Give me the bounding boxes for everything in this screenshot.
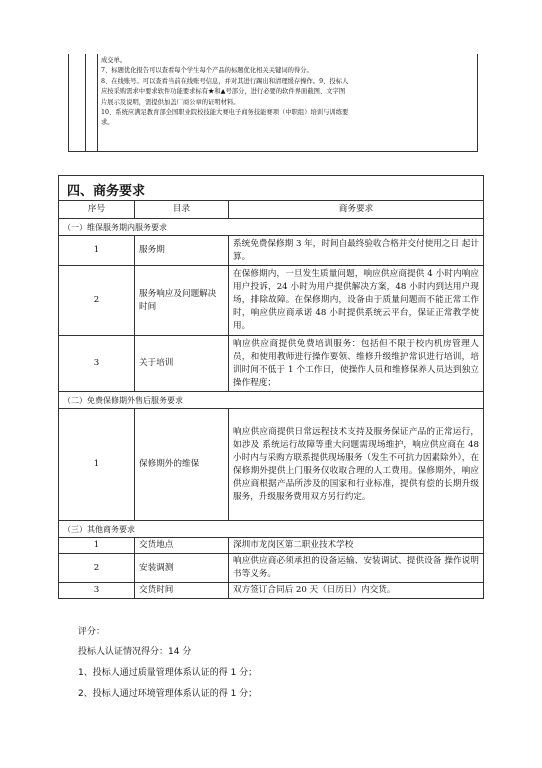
table-row (59, 336, 484, 392)
table-row (59, 236, 484, 266)
row-no: 1 (59, 538, 135, 554)
header-item: 目录 (135, 201, 229, 219)
group-label: （一）维保服务期内服务要求 (59, 219, 484, 236)
section-heading-box (58, 175, 484, 201)
group-row (59, 521, 484, 538)
row-no: 3 (59, 583, 135, 599)
text-line: 应按采购需求中要求软件功能要求标有★和▲号部分，进行必要的软件界面截图、文字图 (101, 88, 346, 96)
text-line: 8、在线账号。可以查看当前在线账号信息，并对其进行踢出和清理缓存操作。9、投标人 (101, 77, 349, 85)
row-item: 关于培训 (135, 336, 229, 392)
text-line: 10、系统应满足教育部全国职业院校技能大赛电子商务技能赛项（中职组）培训与训练要 (101, 109, 349, 117)
text-line: 片展示及说明，需提供加盖厂商公章的证明材料。 (101, 98, 240, 106)
business-requirements-table (58, 200, 484, 599)
row-no: 2 (59, 266, 135, 336)
row-text: 双方签订合同后 20 天（日历日）内交货。 (229, 583, 484, 599)
requirement-text (101, 56, 473, 129)
row-no: 3 (59, 336, 135, 392)
section-title: 四、商务要求 (67, 184, 146, 199)
scoring-label: 评分： (78, 627, 106, 637)
group-row (59, 392, 484, 409)
row-no: 1 (59, 236, 135, 266)
row-item: 交货时间 (135, 583, 229, 599)
scoring-line: 2、投标人通过环境管理体系认证的得 1 分； (78, 689, 258, 699)
row-text: 在保修期内，一旦发生质量问题，响应供应商提供 4 小时内响应用户投诉，24 小时为用户提供解决方案，48 小时内到达用户现场，排除故障。在保修期内，设备由于质量问题而不能正常工作时，响应供应商承诺 48 小时提供系统云平台，保证正常教学使用。 (229, 266, 484, 336)
scoring-line: 1、投标人通过质量管理体系认证的得 1 分； (78, 668, 258, 678)
group-row (59, 219, 484, 236)
table-row (59, 554, 484, 583)
table-column-index (69, 54, 86, 151)
row-item: 服务期 (135, 236, 229, 266)
header-requirement: 商务要求 (229, 201, 484, 219)
row-item: 交货地点 (135, 538, 229, 554)
table-header-row (59, 201, 484, 219)
row-text: 深圳市龙岗区第二职业技术学校 (229, 538, 484, 554)
row-no: 1 (59, 409, 135, 521)
table-row (59, 583, 484, 599)
row-item: 安装调测 (135, 554, 229, 583)
text-line: 7、标题优化报告可以查看每个学生每个产品的标题优化相关关键词的得分。 (101, 67, 313, 75)
table-row (59, 409, 484, 521)
table-row (59, 266, 484, 336)
row-text: 响应供应商必须承担的设备运输、安装调试、提供设备 操作说明书等义务。 (229, 554, 484, 583)
row-text: 系统免费保修期 3 年，时间自最终验收合格并交付使用之日 起计算。 (229, 236, 484, 266)
group-label: （二）免费保修期外售后服务要求 (59, 392, 484, 409)
previous-table-continuation (68, 54, 478, 152)
row-item: 服务响应及问题解决时间 (135, 266, 229, 336)
row-no: 2 (59, 554, 135, 583)
table-row (59, 538, 484, 554)
row-text: 响应供应商提供免费培训服务：包括但不限于校内机房管理人员，和使用教师进行操作要领、维修升级维护常识进行培训，培训时间不低于 1 个工作日，使操作人员和维修保养人员达到独立操作程度； (229, 336, 484, 392)
text-line: 求。 (101, 119, 114, 127)
row-item: 保修期外的维保 (135, 409, 229, 521)
table-column-marker (85, 54, 98, 151)
scoring-line: 投标人认证情况得分：14 分 (78, 647, 192, 657)
text-line: 成交单。 (101, 57, 127, 64)
header-no: 序号 (59, 201, 135, 219)
row-text: 响应供应商提供日常远程技术支持及服务保证产品的正常运行，如涉及 系统运行故障等重大问题需现场维护，响应供应商在 48 小时内与采购方联系提供现场服务（发生不可抗力因素除外），在保修期外提供上门服务仅收取合理的人工费用。保修期外，响应供应商根据产品所涉及的国家和行业标准，提供有偿的长期升级服务，升级服务费用双方另行约定。 (229, 409, 484, 521)
group-label: （三）其他商务要求 (59, 521, 484, 538)
